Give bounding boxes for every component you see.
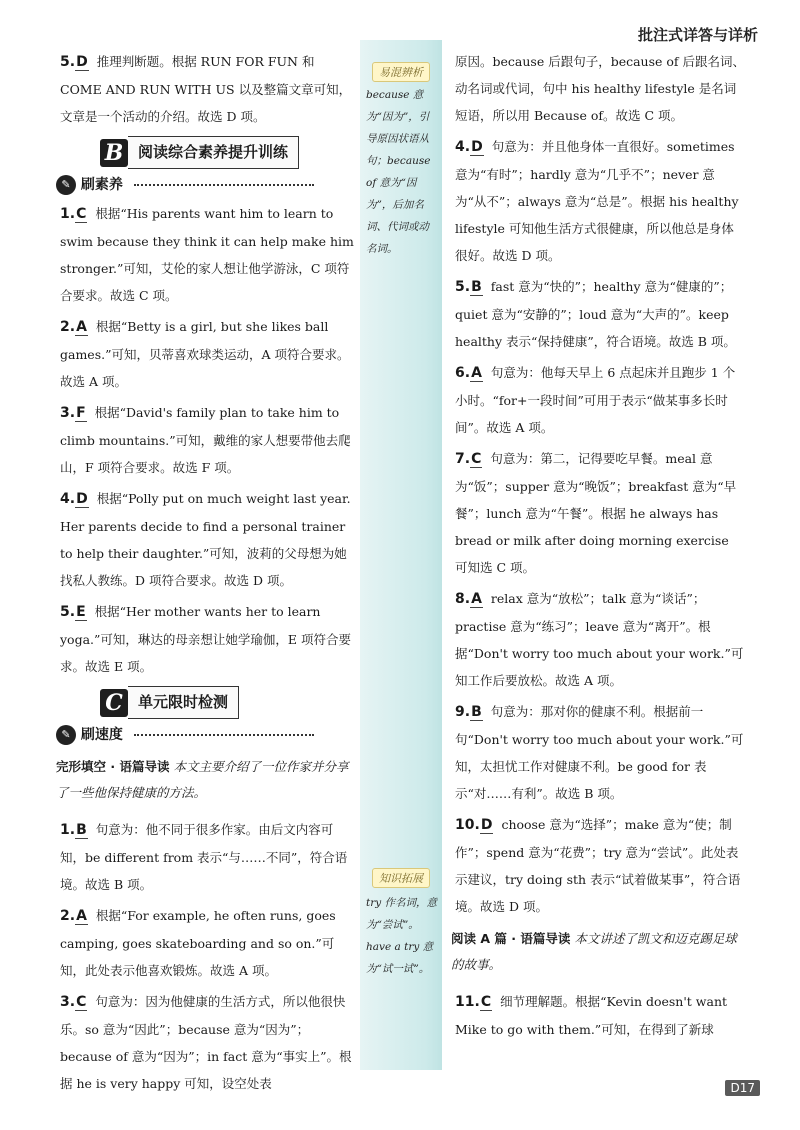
left-column (56, 48, 355, 1101)
item-number: 1. (60, 822, 76, 838)
subhead-speed-label: 刷速度 (80, 727, 123, 743)
cloze-guide-tag: 完形填空 · 语篇导读 (56, 759, 170, 774)
answer-explanation: 根据“Betty is a girl, but she likes ball games.”可知，贝蒂喜欢球类运动，A 项符合要求。故选 A 项。 (60, 319, 350, 389)
answer-number (60, 604, 87, 620)
answer-letter: A (471, 591, 482, 607)
answer-number (455, 817, 493, 833)
answer-number (455, 994, 492, 1010)
answer-number (455, 704, 483, 720)
answer-explanation: 推理判断题。根据 RUN FOR FUN 和 COME AND RUN WITH US 以及整篇文章可知，文章是一个活动的介绍。故选 D 项。 (60, 54, 352, 124)
answer-item (60, 816, 355, 898)
answer-letter: C (471, 451, 482, 467)
answer-letter: D (76, 54, 88, 70)
answer-explanation: 句意为：因为他健康的生活方式，所以他很快乐。so 意为“因此”；because 意为“因为”；because of 意为“因为”；in fact 意为“事实上”。根据 he is very happy 可知，设空处表 (60, 994, 352, 1091)
answer-letter: A (76, 319, 87, 335)
answer-item (455, 585, 745, 694)
answer-item (60, 399, 355, 481)
dotted-rule (134, 184, 314, 186)
answer-explanation: 根据“David's family plan to take him to climb mountains.”可知，戴维的家人想要带他去爬山，F 项符合要求。故选 F 项。 (60, 405, 351, 475)
answer-letter: B (471, 279, 482, 295)
item-number: 11. (455, 994, 480, 1010)
subhead-practice-label: 刷素养 (80, 177, 123, 193)
answer-item (455, 445, 745, 581)
answer-explanation: relax 意为“放松”；talk 意为“谈话”；practise 意为“练习”；leave 意为“离开”。根据“Don't worry too much about your work.”可知工作后要放松。故选 A 项。 (455, 591, 744, 688)
reading-a-guide-text: 本文讲述了凯文和迈克踢足球的故事。 (451, 931, 737, 972)
item-number: 5. (60, 54, 76, 70)
answer-item (60, 313, 355, 395)
item-number: 8. (455, 591, 471, 607)
answer-explanation: 句意为：他每天早上 6 点起床并且跑步 1 个小时。“for+一段时间”可用于表示“做某事多长时间”。故选 A 项。 (455, 365, 736, 435)
reading-a-guide (451, 926, 745, 978)
section-c-banner (100, 686, 355, 716)
item-number: 4. (455, 139, 471, 155)
section-c-title: 单元限时检测 (128, 686, 239, 719)
section-b-letter: B (100, 139, 128, 167)
section-b-banner (100, 136, 355, 166)
section-b-title: 阅读综合素养提升训练 (128, 136, 299, 169)
pen-icon: ✎ (56, 725, 76, 745)
answer-number (455, 279, 483, 295)
section-c-letter: C (100, 689, 128, 717)
answer-item (455, 273, 745, 355)
answer-explanation: choose 意为“选择”；make 意为“使；制作”；spend 意为“花费”；try 意为“尝试”。此处表示建议，try doing sth 表示“试着做某事”，符合语境。故选 D 项。 (455, 817, 741, 914)
dotted-rule (134, 734, 314, 736)
item-number: 3. (60, 405, 76, 421)
subhead-practice (56, 172, 355, 198)
item-number: 6. (455, 365, 471, 381)
answer-item (455, 811, 745, 920)
answer-item (455, 133, 745, 269)
answer-item (60, 902, 355, 984)
answer-number (60, 822, 88, 838)
answer-number (60, 405, 87, 421)
answer-letter: A (76, 908, 87, 924)
answer-number (455, 365, 483, 381)
answer-letter: E (76, 604, 86, 620)
answer-explanation: 原因。because 后跟句子，because of 后跟名词、动名词或代词，句中 his healthy lifestyle 是名词短语，所以用 Because of。故选 C 项。 (455, 54, 746, 123)
answer-item (60, 485, 355, 594)
sidebar-note-try: try 作名词，意为“尝试”。have a try 意为“试一试”。 (366, 897, 438, 975)
answer-item (455, 359, 745, 441)
answer-explanation: 细节理解题。根据“Kevin doesn't want Mike to go with them.”可知，在得到了新球 (455, 994, 728, 1037)
item-number: 5. (60, 604, 76, 620)
pen-icon: ✎ (56, 175, 76, 195)
answer-explanation: 句意为：那对你的健康不利。根据前一句“Don't worry too much about your work.”可知，太担忧工作对健康不利。be good for 表示“对……有利”。故选 B 项。 (455, 704, 744, 801)
item-number: 2. (60, 908, 76, 924)
answer-letter: F (76, 405, 86, 421)
answer-item (455, 48, 745, 129)
answer-letter: C (76, 994, 87, 1010)
item-number: 10. (455, 817, 480, 833)
answer-letter: A (471, 365, 482, 381)
answer-explanation: fast 意为“快的”；healthy 意为“健康的”；quiet 意为“安静的”；loud 意为“大声的”。keep healthy 表示“保持健康”，符合语境。故选 B 项。 (455, 279, 736, 349)
answer-item (60, 48, 355, 130)
answer-letter: B (76, 822, 87, 838)
item-number: 7. (455, 451, 471, 467)
sidebar-note-because: because 意为“因为”，引导原因状语从句；because of 意为“因为”，后加名词、代词或动名词。 (366, 89, 431, 255)
answer-item (60, 988, 355, 1097)
reading-a-guide-tag: 阅读 A 篇 · 语篇导读 (451, 931, 571, 946)
answer-item (60, 598, 355, 680)
item-number: 3. (60, 994, 76, 1010)
answer-letter: D (480, 817, 493, 833)
answer-number (60, 994, 87, 1010)
answer-number (60, 491, 89, 507)
sidebar-tag-confusables: 易混辨析 (372, 62, 430, 82)
answer-number (60, 319, 88, 335)
answer-number (455, 591, 483, 607)
answer-item (455, 988, 745, 1043)
answer-number (455, 451, 482, 467)
answer-explanation: 根据“His parents want him to learn to swim because they think it can help make him stronger.”可知，艾伦的家人想让他学游泳，C 项符合要求。故选 C 项。 (60, 206, 354, 303)
cloze-guide (56, 754, 355, 806)
item-number: 5. (455, 279, 471, 295)
page-number: D17 (725, 1080, 760, 1096)
answer-number (60, 908, 88, 924)
answer-letter: B (471, 704, 482, 720)
answer-letter: D (471, 139, 483, 155)
answer-number (60, 54, 89, 70)
item-number: 4. (60, 491, 76, 507)
answer-explanation: 句意为：他不同于很多作家。由后文内容可知，be different from 表示“与……不同”，符合语境。故选 B 项。 (60, 822, 348, 892)
answer-item (60, 200, 355, 309)
answer-letter: D (76, 491, 88, 507)
page-header-title: 批注式详答与详析 (637, 26, 758, 44)
right-column (451, 48, 746, 1047)
answer-explanation: 句意为：并且他身体一直很好。sometimes 意为“有时”；hardly 意为“几乎不”；never 意为“从不”；always 意为“总是”。根据 his healthy lifestyle 可知他生活方式很健康，所以他总是身体很好。故选 D 项。 (455, 139, 739, 263)
item-number: 1. (60, 206, 76, 222)
cloze-guide-text: 本文主要介绍了一位作家并分享了一些他保持健康的方法。 (56, 759, 349, 800)
item-number: 2. (60, 319, 76, 335)
answer-letter: C (480, 994, 492, 1010)
answer-number (60, 206, 87, 222)
answer-item (455, 698, 745, 807)
subhead-speed (56, 722, 355, 748)
item-number: 9. (455, 704, 471, 720)
answer-explanation: 根据“Her mother wants her to learn yoga.”可知，琳达的母亲想让她学瑜伽，E 项符合要求。故选 E 项。 (60, 604, 352, 674)
sidebar-tag-extension: 知识拓展 (372, 868, 430, 888)
answer-number (455, 139, 484, 155)
answer-explanation: 句意为：第二，记得要吃早餐。meal 意为“饭”；supper 意为“晚饭”；breakfast 意为“早餐”；lunch 意为“午餐”。根据 he always has bread or milk after doing morning exercise 可知选 C 项。 (455, 451, 737, 575)
answer-explanation: 根据“Polly put on much weight last year. Her parents decide to find a personal trainer to help their daughter.”可知，波莉的父母想为她找私人教练。D 项符合要求。故选 D 项。 (60, 491, 351, 588)
answer-letter: C (76, 206, 87, 222)
answer-explanation: 根据“For example, he often runs, goes camping, goes skateboarding and so on.”可知，此处表示他喜欢锻炼。故选 A 项。 (60, 908, 336, 978)
